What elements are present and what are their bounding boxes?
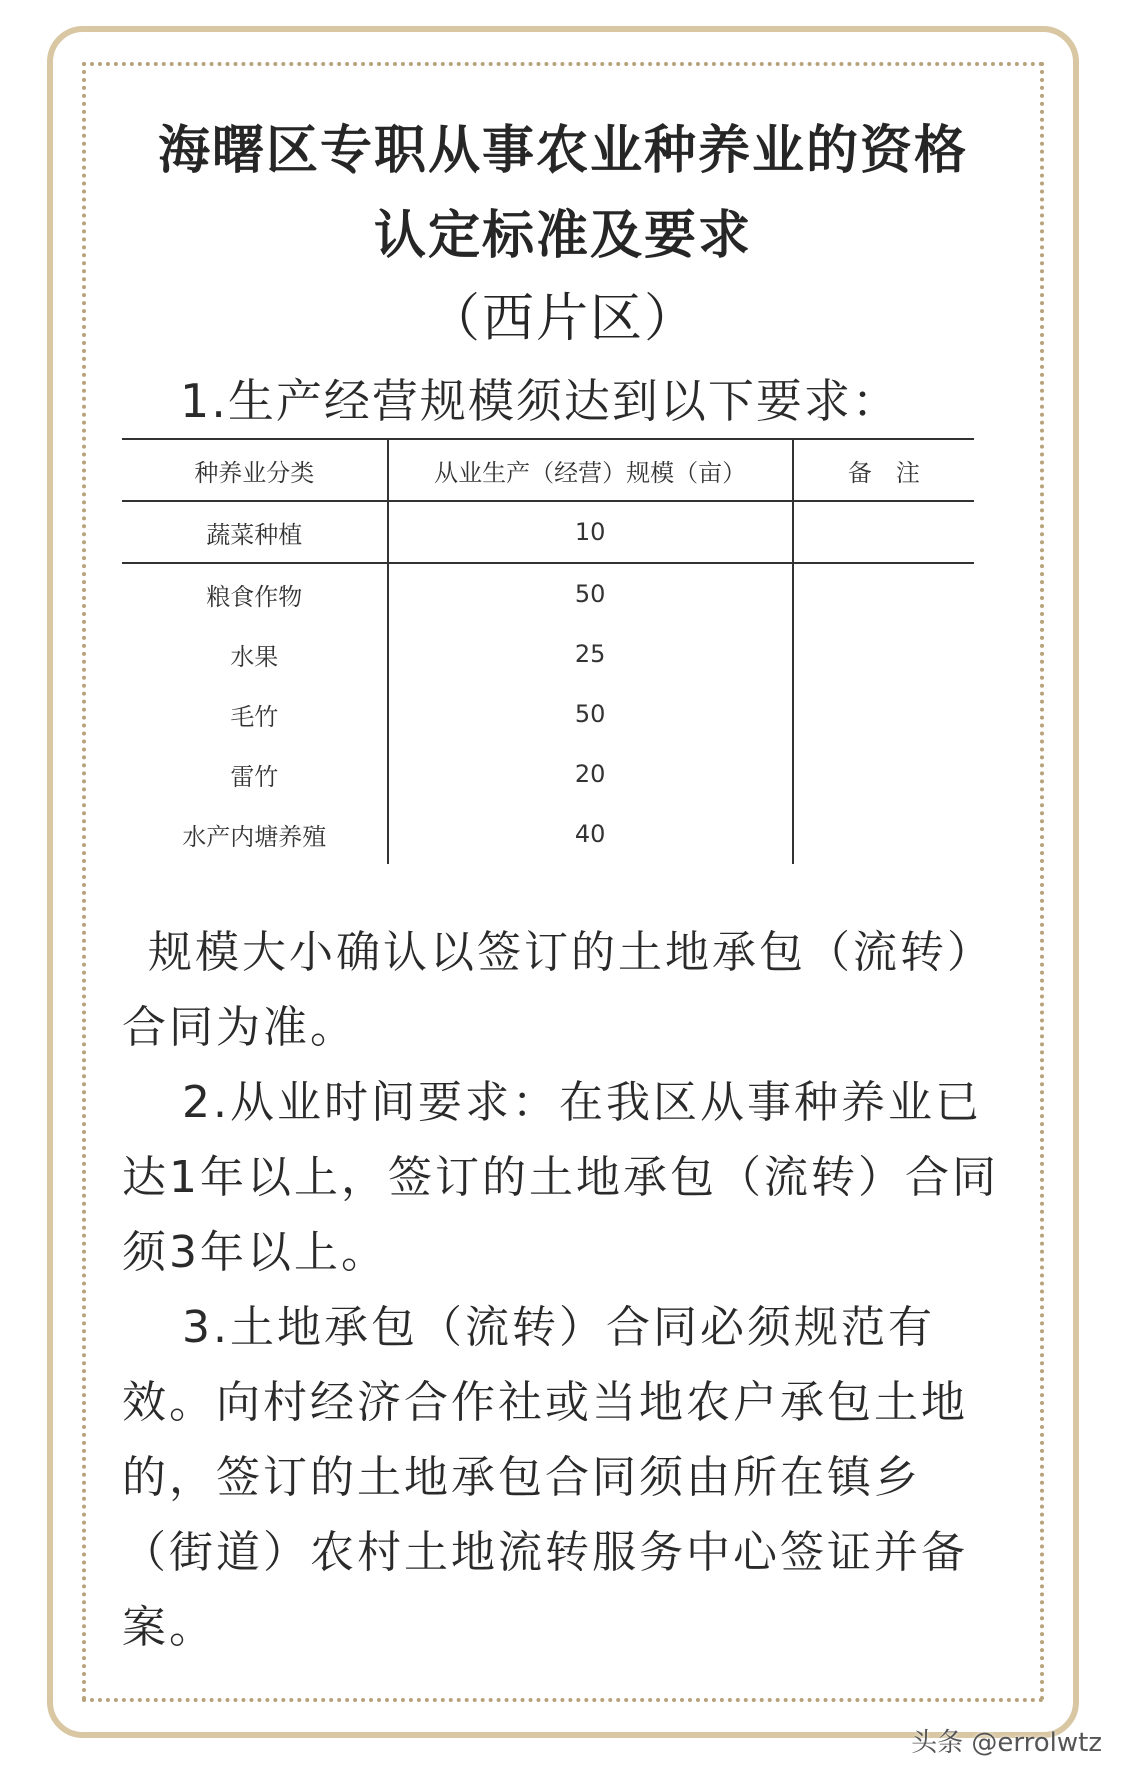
table-row xyxy=(122,501,974,563)
cell-note xyxy=(793,744,974,804)
table-row xyxy=(122,804,974,864)
cell-category: 雷竹 xyxy=(122,744,388,804)
cell-category: 粮食作物 xyxy=(122,563,388,624)
header-scale: 从业生产（经营）规模（亩） xyxy=(388,439,793,501)
header-note: 备 注 xyxy=(793,439,974,501)
table-row xyxy=(122,624,974,684)
cell-note xyxy=(793,684,974,744)
requirements-text xyxy=(122,915,1002,1665)
document-title-line2: 认定标准及要求 xyxy=(373,206,752,266)
document-title-line1: 海曙区专职从事农业种养业的资格 xyxy=(157,121,968,181)
document-subtitle-region: （西片区） xyxy=(427,289,698,349)
table-row xyxy=(122,563,974,624)
cell-note xyxy=(793,563,974,624)
table-header-row xyxy=(122,439,974,501)
cell-category: 蔬菜种植 xyxy=(122,501,388,563)
cell-scale: 20 xyxy=(388,744,793,804)
cell-scale: 25 xyxy=(388,624,793,684)
cell-note xyxy=(793,624,974,684)
header-category: 种养业分类 xyxy=(122,439,388,501)
cell-scale: 50 xyxy=(388,563,793,624)
scale-requirements-table xyxy=(122,438,974,864)
cell-category: 毛竹 xyxy=(122,684,388,744)
section1-heading: 1.生产经营规模须达到以下要求： xyxy=(180,374,900,428)
cell-scale: 40 xyxy=(388,804,793,864)
source-watermark: 头条 @errolwtz xyxy=(911,1728,1102,1758)
cell-note xyxy=(793,501,974,563)
cell-category: 水产内塘养殖 xyxy=(122,804,388,864)
cell-category: 水果 xyxy=(122,624,388,684)
cell-note xyxy=(793,804,974,864)
table-row xyxy=(122,744,974,804)
paragraph-scale-note: 规模大小确认以签订的土地承包（流转）合同为准。 xyxy=(122,927,994,1053)
table-row xyxy=(122,684,974,744)
cell-scale: 10 xyxy=(388,501,793,563)
paragraph-contract-validity: 3.土地承包（流转）合同必须规范有效。向村经济合作社或当地农户承包土地的，签订的土地承包合同须由所在镇乡（街道）农村土地流转服务中心签证并备案。 xyxy=(122,1302,968,1653)
paragraph-employment-time: 2.从业时间要求：在我区从事种养业已达1年以上，签订的土地承包（流转）合同须3年以上。 xyxy=(122,1077,999,1278)
cell-scale: 50 xyxy=(388,684,793,744)
